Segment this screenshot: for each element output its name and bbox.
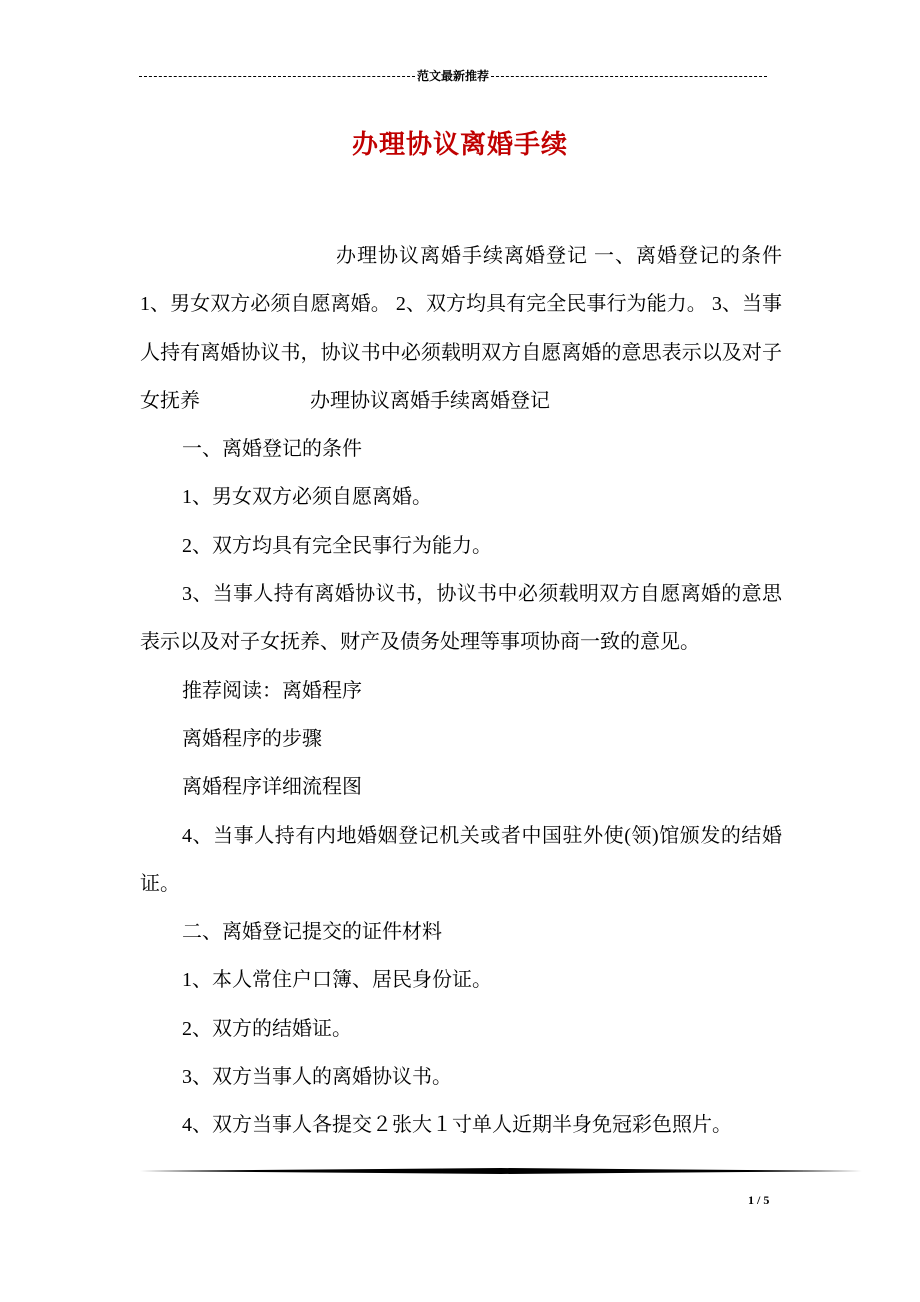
document-title: 办理协议离婚手续	[351, 130, 568, 160]
paragraph-condition-3: 3、当事人持有离婚协议书，协议书中必须载明双方自愿离婚的意思表示以及对子女抚养、财产及债务处理等事项协商一致的意见。	[140, 583, 782, 654]
paragraph-material-1: 1、本人常住户口簿、居民身份证。	[182, 969, 492, 992]
header-dash-left	[139, 76, 415, 77]
paragraph-materials-heading: 二、离婚登记提交的证件材料	[182, 921, 442, 944]
recommended-link-steps: 离婚程序的步骤	[182, 727, 322, 750]
paragraph-material-4: 4、双方当事人各提交２张大１寸单人近期半身免冠彩色照片。	[182, 1114, 732, 1137]
intro-text-a: 办理协议离婚手续离婚登记 一、离婚登记的条件 1、男女双方必须自愿离婚。 2、双方均具有完全民事行为能力。 3、当事人持有离婚协议书，协议书中必须载明双方自愿离婚的意思表示以及对子女抚养	[140, 245, 782, 412]
intro-paragraph	[140, 232, 782, 425]
recommended-link-flowchart: 离婚程序详细流程图	[182, 776, 362, 799]
paragraph-condition-1: 1、男女双方必须自愿离婚。	[182, 486, 432, 509]
header-label: 范文最新推荐	[417, 69, 490, 83]
footer-divider	[140, 1168, 862, 1174]
intro-text-b: 办理协议离婚手续离婚登记	[310, 389, 550, 412]
paragraph-material-2: 2、双方的结婚证。	[182, 1017, 352, 1040]
paragraph-condition-4: 4、当事人持有内地婚姻登记机关或者中国驻外使(领)馆颁发的结婚证。	[140, 824, 782, 895]
paragraph-condition-2: 2、双方均具有完全民事行为能力。	[182, 534, 492, 557]
page-number: 1 / 5	[748, 1193, 770, 1207]
document-body	[140, 232, 782, 1150]
page-header	[139, 68, 767, 84]
paragraph-material-3: 3、双方当事人的离婚协议书。	[182, 1066, 452, 1089]
header-dash-right	[491, 76, 767, 77]
recommended-reading: 推荐阅读：离婚程序	[182, 679, 362, 702]
paragraph-condition-heading: 一、离婚登记的条件	[182, 438, 362, 461]
